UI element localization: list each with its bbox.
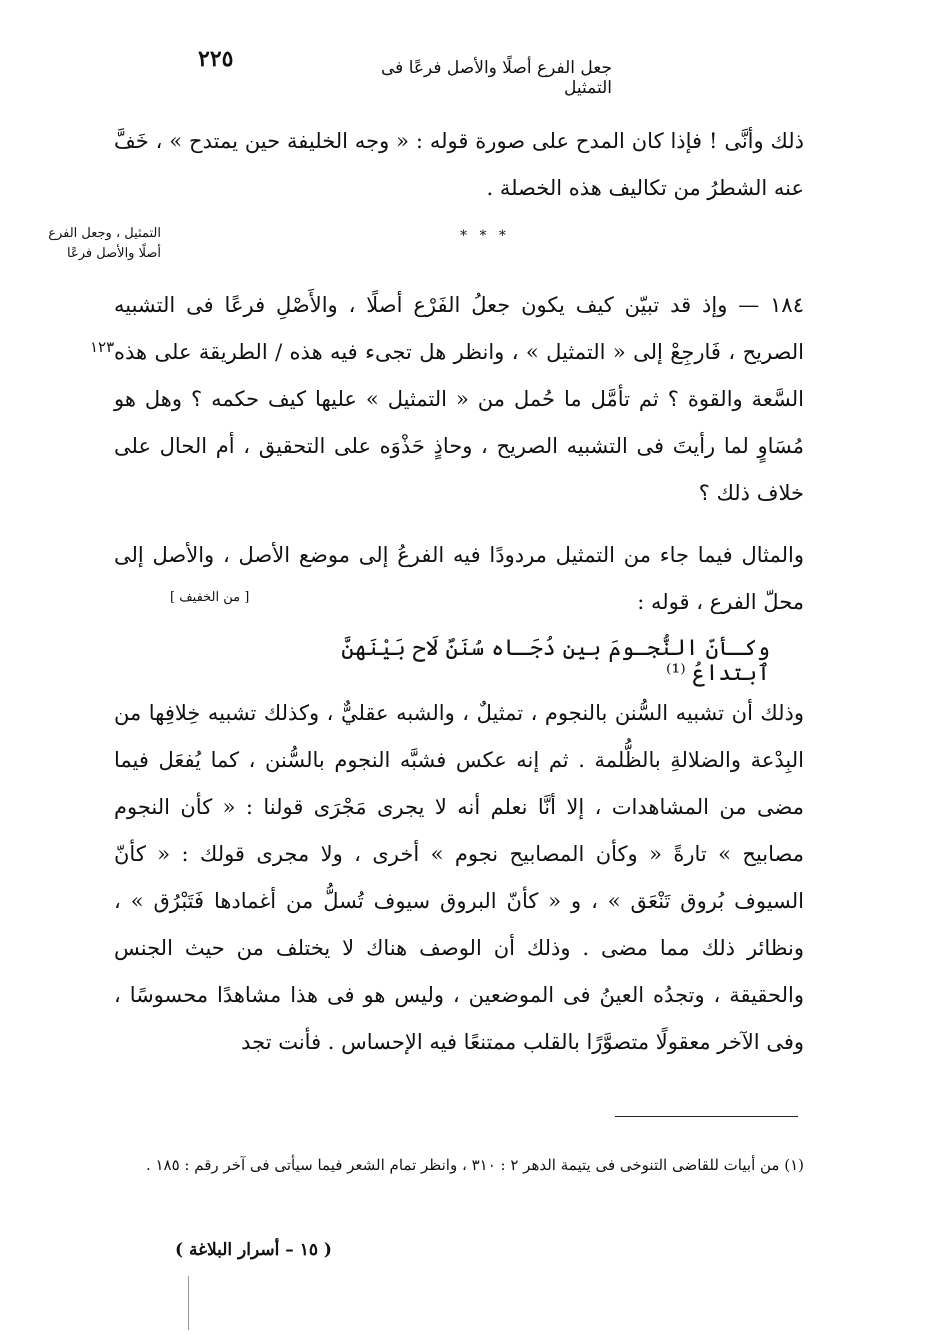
verse-second-hemistich: سُنَنٌ لَاح بَيْنَهنَّ ٱبتداعُ ⁽¹⁾: [341, 636, 770, 686]
meter-tag: [ من الخفيف ]: [170, 590, 250, 605]
paragraph-4: وذلك أن تشبيه السُّنن بالنجوم ، تمثيلٌ ، والشبه عقليٌّ ، وكذلك تشبيه خِلافِها من البِدْعة والضلالةِ بالظُّلمة . ثم إنه عكس فشبَّه النجوم بالسُّنن ، كما يُفعَل فيما مضى من المشاهدات ، إلا أنَّا نعلم أنه لا يجرى مَجْرَى قولنا : « كأن النجوم مصابيح » تارةً « وكأن المصابيح نجوم » أخرى ، ولا مجرى قولك : « كأنّ السيوف بُروق تَنْعَق » ، و « كأنّ البروق سيوف تُسلُّ من أغمادها فَتَبْرُق » ، ونظائر ذلك مما مضى . وذلك أن الوصف هناك لا يختلف من حيث الجنس والحقيقة ، وتجدُه العينُ فى الموضعين ، وليس هو فى هذا مشاهدًا محسوسًا ، وفى الآخر معقولًا متصوَّرًا بالقلب ممتنعًا فيه الإحساس . فأنت تجد: [114, 701, 804, 1054]
footnote: (١) من أبيات للقاضى التنوخى فى يتيمة الدهر ٢ : ٣١٠ ، وانظر تمام الشعر فيما سيأتى فى آخر رقم : ١٨٥ .: [145, 1156, 804, 1174]
footnote-divider: [615, 1116, 798, 1117]
margin-page-reference: ١٢٣: [90, 338, 115, 356]
section-separator: * * *: [460, 228, 510, 244]
page-edge-mark: [188, 1276, 189, 1330]
paragraph-3: والمثال فيما جاء من التمثيل مردودًا فيه الفرعُ إلى موضع الأصل ، والأصل إلى محلّ الفرع ، قوله :: [114, 543, 804, 614]
paragraph-2: ١٨٤ — وإذ قد تبيّن كيف يكون جعلُ الفَرْع أصلًا ، والأَصْلِ فرعًا فى التشبيه الصريح ، فَارجِعْ إلى « التمثيل » ، وانظر هل تجىء فيه هذه / الطريقة على هذه السَّعة والقوة ؟ ثم تأمَّل ما حُمل من « التمثيل » عليها كيف حكمه ؟ وهل هو مُسَاوٍ لما رأيتَ فى التشبيه الصريح ، وحاذٍ حَذْوَه على التحقيق ، أم الحال على خلاف ذلك ؟: [114, 293, 804, 505]
verse-first-hemistich: وكـأنّ النُّجـومَ بين دُجَـاه: [491, 636, 770, 661]
running-title: جعل الفرع أصلًا والأصل فرعًا فى التمثيل: [381, 58, 612, 98]
margin-side-note: التمثيل ، وجعل الفرع أصلًا والأصل فرعًا: [48, 226, 161, 261]
signature-mark: ( ١٥ – أسرار البلاغة ): [175, 1240, 332, 1260]
paragraph-1: ذلك وأنَّى ! فإذا كان المدح على صورة قوله : « وجه الخليفة حين يمتدح » ، خَفَّ عنه الشطرُ من تكاليف هذه الخصلة .: [114, 129, 804, 200]
page-number: ٢٢٥: [198, 46, 234, 72]
poem-verse: [270, 636, 770, 686]
